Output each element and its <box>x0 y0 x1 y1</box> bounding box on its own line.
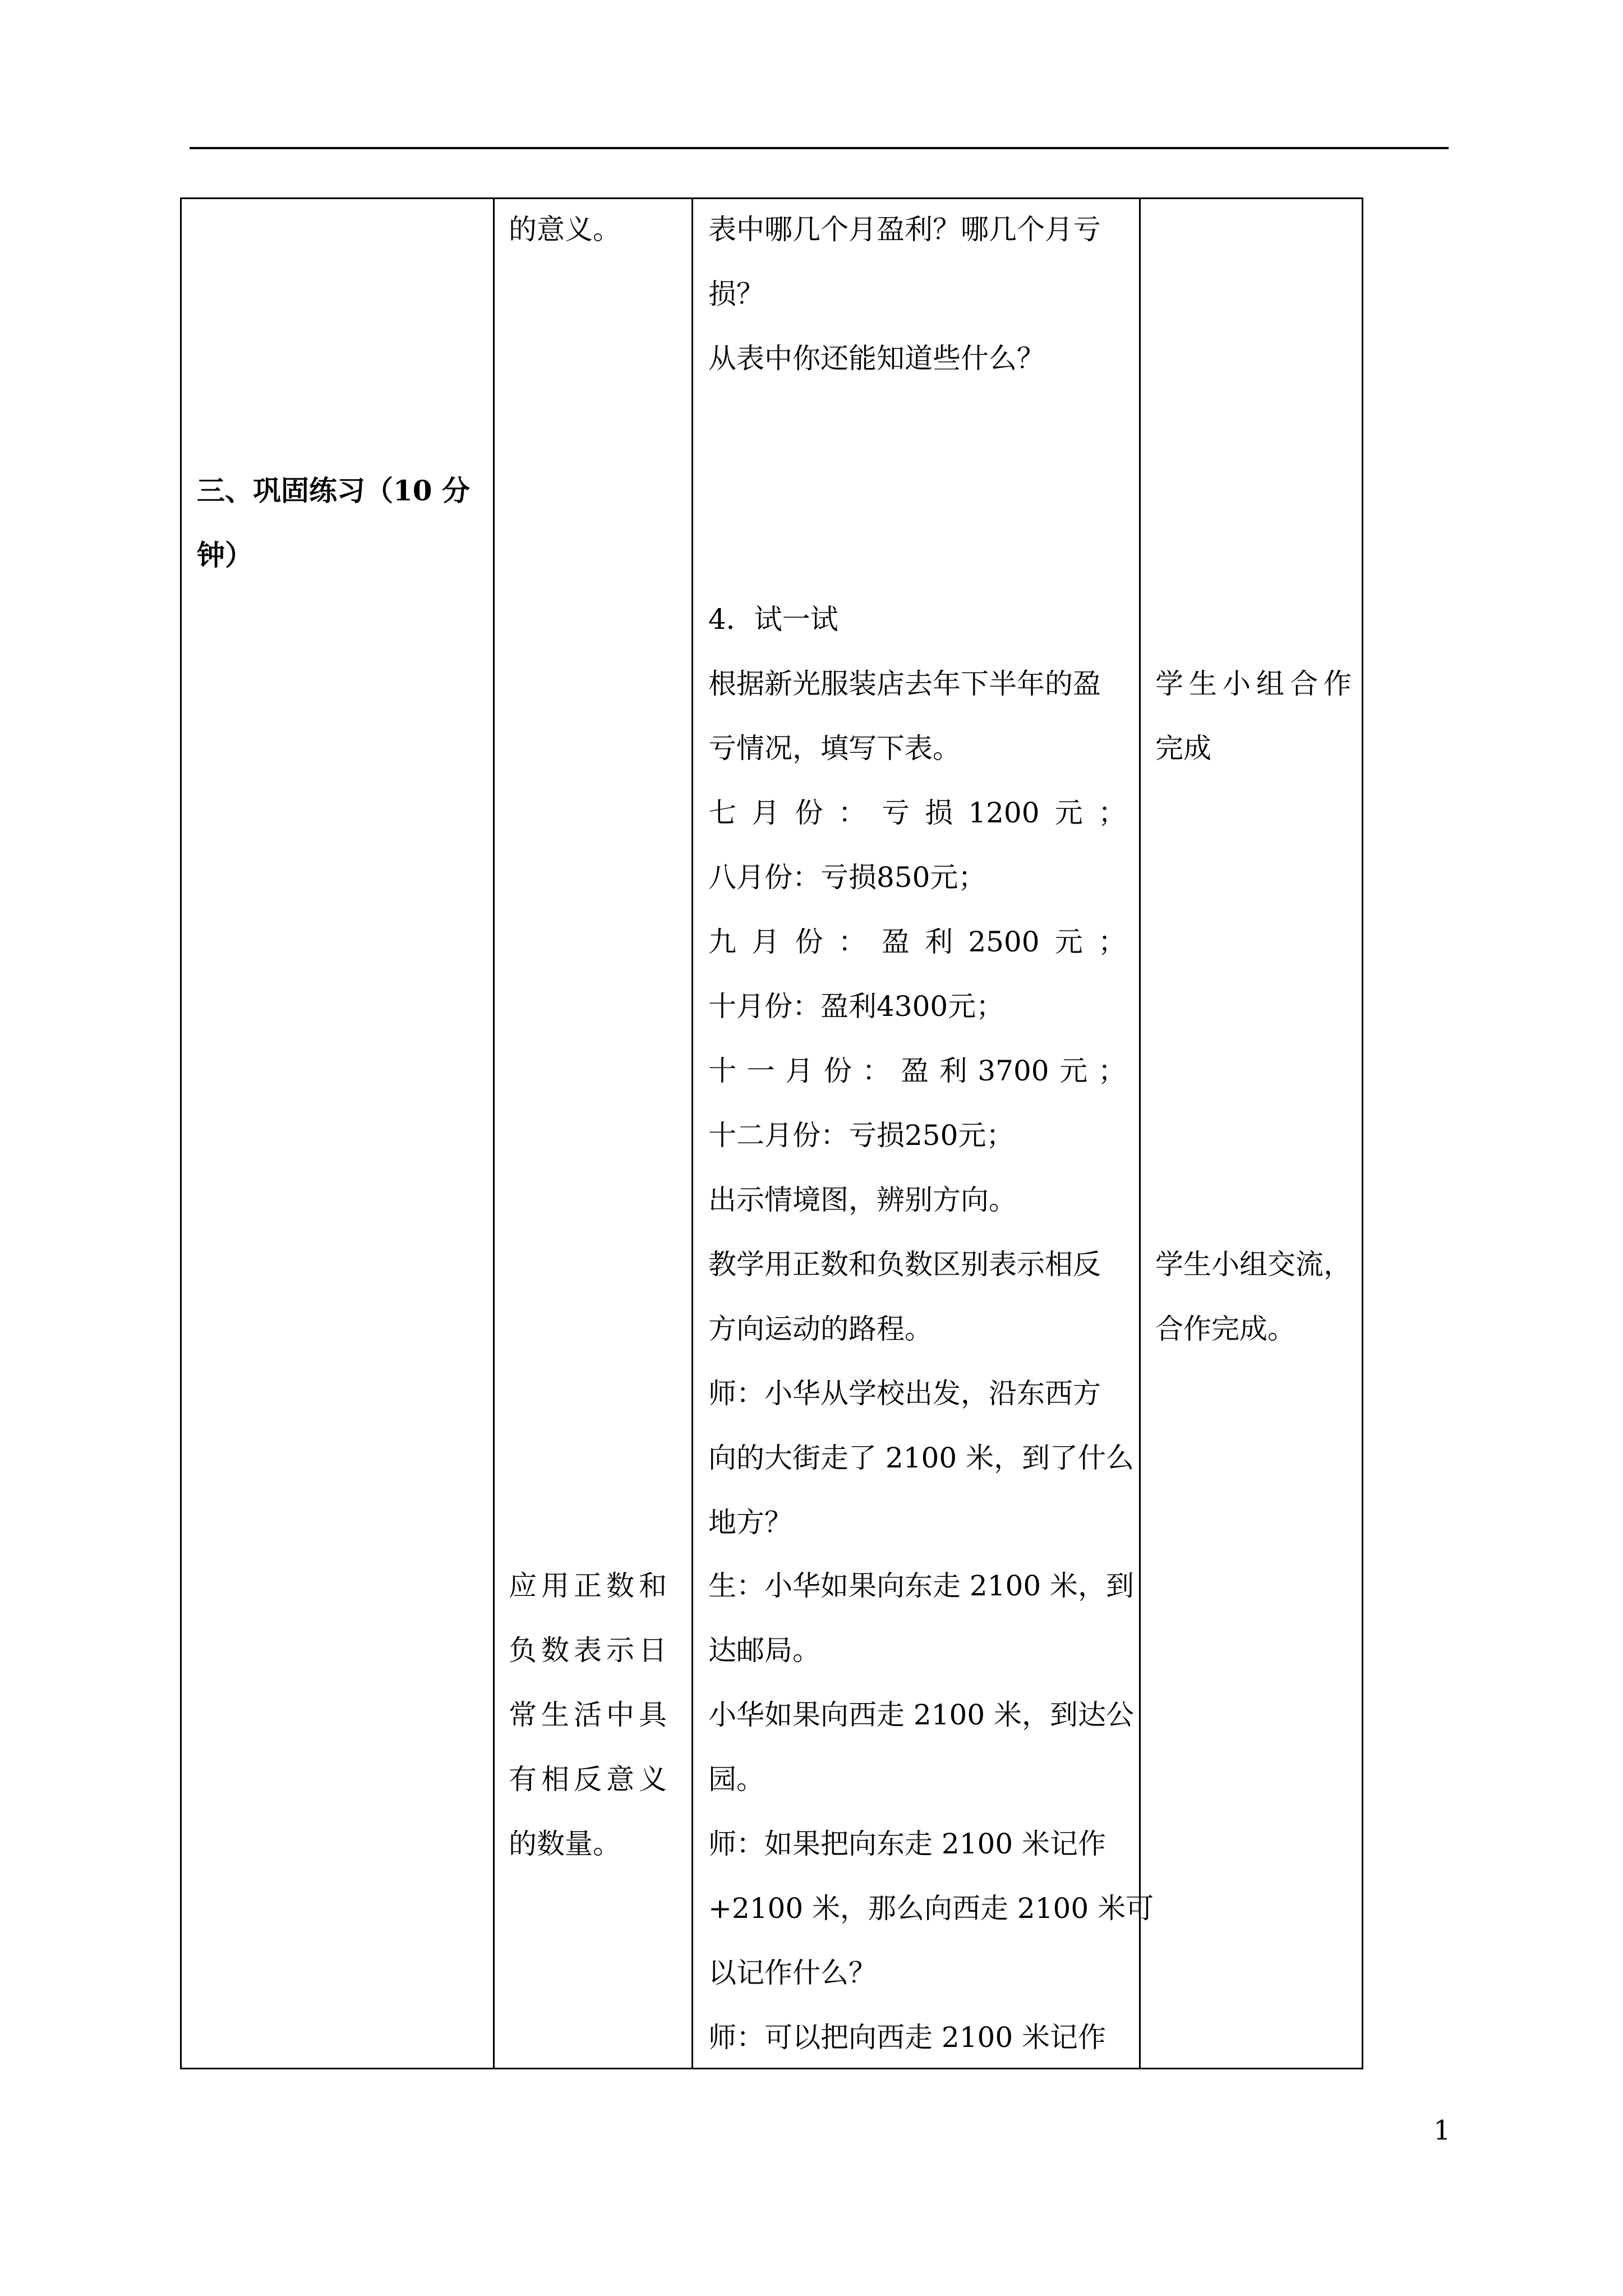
column-divider <box>493 197 495 2069</box>
month-char: 亏 <box>881 797 910 829</box>
dialogue-line: 师：可以把向西走 2100 米记作 <box>708 2021 1106 2054</box>
dialogue-line: 以记作什么？ <box>708 1957 877 1989</box>
question-text: 从表中你还能知道些什么？ <box>708 342 1045 375</box>
month-amount: 1200 <box>968 797 1040 829</box>
dialogue-line: +2100 米，那么向西走 2100 米可 <box>708 1892 1154 1925</box>
month-char: 利 <box>939 1055 967 1087</box>
instruction-text: 根据新光服装店去年下半年的盈 <box>708 668 1101 700</box>
month-char: ： <box>862 1055 891 1087</box>
column-divider <box>691 197 693 2069</box>
page-number: 1 <box>1433 2115 1451 2146</box>
month-row <box>708 926 1126 958</box>
instruction-text: 方向运动的路程。 <box>708 1313 933 1345</box>
instruction-text: 出示情境图，辨别方向。 <box>708 1184 1017 1216</box>
header-rule <box>190 147 1449 149</box>
month-char: ； <box>1098 797 1126 829</box>
dialogue-line: 园。 <box>708 1763 764 1796</box>
activity-text: 学生小组交流， <box>1155 1248 1352 1281</box>
month-char: 月 <box>751 926 780 958</box>
month-char: 一 <box>746 1055 775 1087</box>
month-char: 份 <box>795 926 823 958</box>
activity-text: 学生小组合作 <box>1155 668 1357 700</box>
objective-line: 常生活中具 <box>509 1699 671 1731</box>
month-row: 八月份：亏损850元； <box>708 861 986 894</box>
month-char: 月 <box>785 1055 814 1087</box>
month-char: 利 <box>925 926 953 958</box>
month-char: 份 <box>823 1055 852 1087</box>
month-char: 月 <box>751 797 780 829</box>
objective-line: 负数表示日 <box>509 1634 671 1667</box>
month-char: 份 <box>795 797 823 829</box>
month-row: 十二月份：亏损250元； <box>708 1119 1015 1152</box>
dialogue-line: 达邮局。 <box>708 1634 820 1667</box>
month-char: 盈 <box>901 1055 929 1087</box>
activity-text: 完成 <box>1155 732 1211 765</box>
question-text: 表中哪几个月盈利？哪几个月亏 <box>708 213 1101 246</box>
instruction-text: 教学用正数和负数区别表示相反 <box>708 1248 1101 1281</box>
dialogue-line: 地方？ <box>708 1506 792 1539</box>
month-char: 九 <box>708 926 736 958</box>
month-char: ； <box>1098 1055 1126 1087</box>
month-row <box>708 1055 1126 1087</box>
month-amount: 3700 <box>978 1055 1049 1087</box>
objective-line: 的数量。 <box>509 1828 621 1860</box>
month-char: 元 <box>1054 926 1083 958</box>
objective-line: 应用正数和 <box>509 1570 671 1602</box>
activity-text: 合作完成。 <box>1155 1313 1295 1345</box>
month-char: 十 <box>708 1055 736 1087</box>
question-text: 损？ <box>708 278 764 310</box>
dialogue-line: 师：如果把向东走 2100 米记作 <box>708 1828 1106 1860</box>
dialogue-line: 生：小华如果向东走 2100 米，到 <box>708 1570 1135 1602</box>
dialogue-line: 小华如果向西走 2100 米，到达公 <box>708 1699 1135 1731</box>
month-char: 元 <box>1054 797 1083 829</box>
month-row: 十月份：盈利4300元； <box>708 990 1004 1023</box>
month-char: ： <box>838 926 866 958</box>
month-amount: 2500 <box>968 926 1040 958</box>
month-char: 七 <box>708 797 736 829</box>
objective-text: 的意义。 <box>509 213 621 246</box>
stage-heading: 三、巩固练习（10 分 <box>197 474 470 507</box>
month-char: ； <box>1098 926 1126 958</box>
column-divider <box>1139 197 1141 2069</box>
dialogue-line: 向的大街走了 2100 米，到了什么 <box>708 1442 1135 1474</box>
month-row <box>708 797 1126 829</box>
instruction-text: 亏情况，填写下表。 <box>708 732 961 765</box>
objective-line: 有相反意义 <box>509 1763 671 1796</box>
section-title: 4．试一试 <box>708 603 838 636</box>
dialogue-line: 师：小华从学校出发，沿东西方 <box>708 1377 1101 1410</box>
month-char: 元 <box>1059 1055 1088 1087</box>
stage-heading-cont: 钟） <box>197 539 253 572</box>
month-char: ： <box>838 797 866 829</box>
month-char: 损 <box>925 797 953 829</box>
month-char: 盈 <box>881 926 910 958</box>
